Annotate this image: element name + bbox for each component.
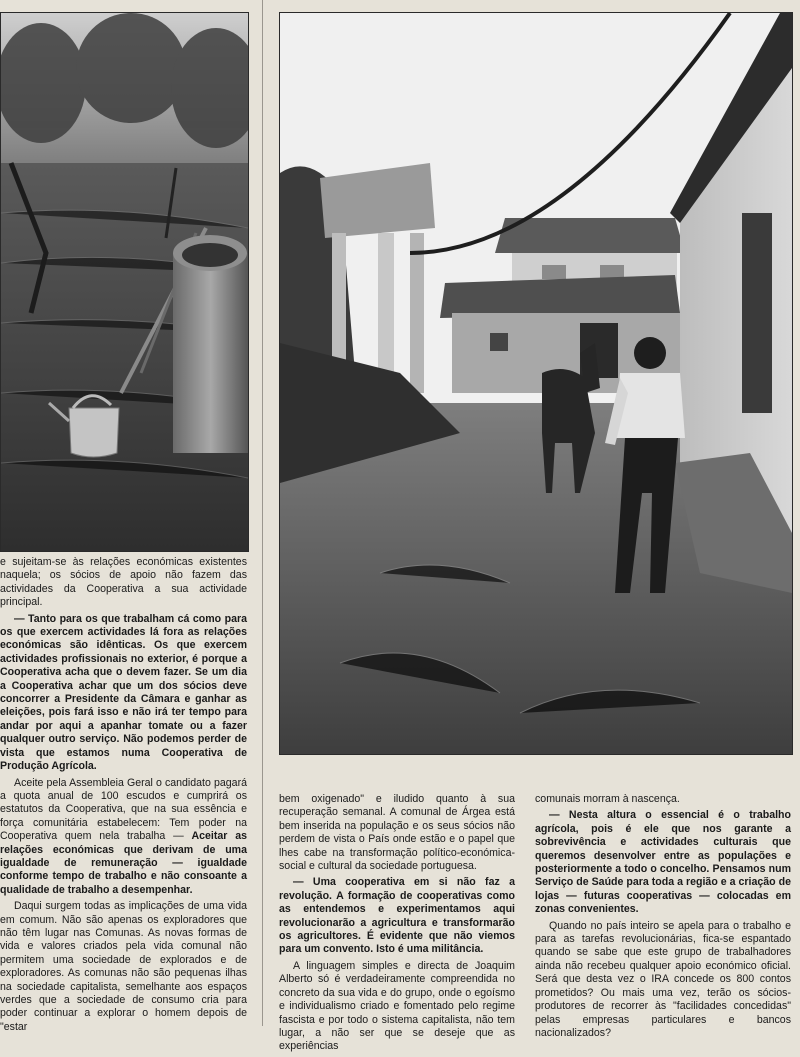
col3-paragraph-1: comunais morram à nascença. [535,793,680,805]
column-1 [0,556,247,1037]
col3-paragraph-3: Quando no país inteiro se apela para o trabalho e para as tarefas revolucionárias, fica-se espantado quando se sabe que este grupo de trabalhadores ainda não recebeu qualquer apoio económico oficial. Será que desta vez o IRA concede os 800 contos prometidos? Ou mais uma vez, terão os sócios-produtores de recorrer às "facilidades concedidas" pelas empresas particulares e bancos nacionalizados? [535,919,791,1039]
col3-paragraph-2: — Nesta altura o essencial é o trabalho agrícola, pois é ele que nos garante a sobrevivência e actividades culturais que queremos desenvolver entre as populações e posteriormente a todo o concelho. Pensamos num Serviço de Saúde para toda a região e a criação de lojas — futuras cooperativas — colocadas em zonas convenientes. [535,809,791,916]
col1-paragraph-4: Daqui surgem todas as implicações de uma vida em comum. Não são apenas os exploradores que não têm lugar nas Comunas. As novas formas de vida e valores criados pela vida comunal não permitem uma sociedade de explorados e de exploradores. As comunas não são pequenas ilhas na sociedade capitalista, semelhante aos espaços verdes que a sociedade de consumo cria para poder continuar a explorar o homem depois de "estar [0,900,247,1033]
column-3 [535,793,791,1043]
col2-paragraph-3: A linguagem simples e directa de Joaquim Alberto só é verdadeiramente compreendida no concreto da sua vida e do grupo, onde o egoísmo e individualismo criado e fomentado pelo regime fascista e por todo o sistema capitalista, não tem lugar, a não ser que se deseje que as experiências [279,959,515,1053]
col2-paragraph-2: — Uma cooperativa em si não faz a revolução. A formação de cooperativas como as entendemos e experimentamos aqui revolucionarão a agricultura e transformarão os agricultores. É evidente que não viemos para um convento. Isto é uma militância. [279,876,515,956]
col2-paragraph-1: bem oxigenado" e iludido quanto à sua recuperação semanal. A comunal de Árgea está bem inserida na população e os seus sócios não perdem de vista o País onde estão e o papel que lhes cabe na transformação político-económica-social e cultural da sociedade portuguesa. [279,793,515,873]
col1-paragraph-3-text: Aceite pela Assembleia Geral o candidato pagará a quota anual de 100 escudos e cumprirá os estatutos da Cooperativa, que na sua essência e força comunitária estabelecem: Tem poder na Cooperativa quem nela trabalha — [0,776,247,843]
column-rule [262,0,263,1026]
garden-photo [0,12,249,552]
col1-paragraph-1: e sujeitam-se às relações económicas existentes naquela; os sócios de apoio não fazem das actividades da Cooperativa a sua actividade principal. [0,556,247,609]
col1-paragraph-3 [0,777,247,898]
column-2 [279,793,515,1057]
col1-paragraph-3-bold: Aceitar as relações económicas que derivam de uma igualdade de remuneração — igualdade conforme tempo de trabalho e não consoante a qualidade de trabalho a desempenhar. [0,830,247,896]
farmyard-photo [279,12,793,755]
col1-paragraph-2: — Tanto para os que trabalham cá como para os que exercem actividades lá fora as relações económicas são idênticas. Os que exercem actividades profissionais no exterior, é porque a Cooperativa acha que o devem fazer. Se um dia a Cooperativa achar que um dos sócios deve concorrer a Presidente da Câmara e ganhar as eleições, pois fará isso e não irá ter tempo para andar por aqui a apanhar tomate ou a fazer qualquer outro serviço. Não podemos perder de vista que estamos numa Cooperativa de Produção Agrícola. [0,612,247,773]
